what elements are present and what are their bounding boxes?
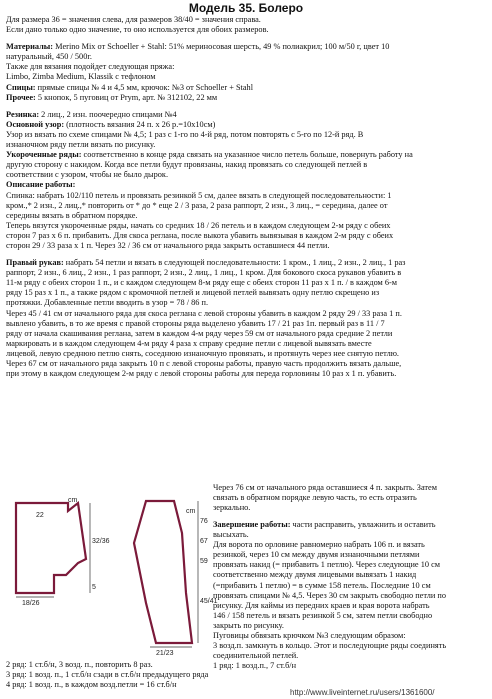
finishing-line: 3 возд.п. замкнуть в кольцо. Этот и последующие ряды соединять bbox=[213, 641, 447, 651]
dim-label: 5 bbox=[92, 584, 96, 591]
intro-line: Для размера 36 = значения слева, для размеров 38/40 = значения справа. bbox=[6, 15, 261, 24]
finishing-line: резинкой, через 10 см между двумя изнаночными петлями bbox=[213, 550, 420, 560]
back-line: сторон 29 / 33 раза х 1 п. Через 32 / 36 см от начального ряда закрыть оставшиеся 44 петли. bbox=[6, 240, 330, 250]
pattern-schematic bbox=[6, 493, 218, 657]
sleeve-line: ряду от начала скашивания реглана, затем в каждом 4-м ряду через 59 см от начального ряда средние 2 петли bbox=[6, 328, 393, 338]
pattern-line bbox=[6, 120, 486, 130]
sleeve-line: 11-м ряду с обеих сторон 1 п., и с каждом следующем 8-м ряду еще с обеих сторон 11 раз х 1 п. / в каждом 6-м bbox=[6, 278, 398, 288]
intro-line: Если дано только одно значение, то оно используется для обоих размеров. bbox=[6, 25, 269, 35]
sleeve-text: набрать 54 петли и вязать в следующей последовательности: 1 кром., 1 лиц., 2 изн., 2 лиц., 1 раз bbox=[63, 258, 406, 268]
page-title: Модель 35. Болеро bbox=[188, 1, 304, 15]
bottom-line: 4 ряд: 1 возд. п., в каждом возд.петли = 16 ст.б/н bbox=[6, 680, 177, 690]
finishing-line: (=прибавить 1 петлю) = в сумме 158 петель. Последние 10 см bbox=[213, 580, 431, 590]
finishing-line: рисунку. Для каймы из передних краев и края ворота набрать bbox=[213, 600, 430, 610]
sleeve-line: маркировать и в каждом следующем 4-м ряду 4 раза х справу средние петли с лицевой вывязать вместе bbox=[6, 338, 372, 348]
tools-label: Спицы: bbox=[6, 82, 36, 92]
sleeve-line bbox=[6, 258, 486, 268]
sleeve-line: раппорт, 2 изн., 6 лиц., 2 изн., 1 раз раппорт, 2 изн., 2 лиц., 1 лиц., 1 кром. Для бокового скоса рукавов убавить в bbox=[6, 268, 402, 278]
finishing-label: Завершение работы: bbox=[213, 520, 291, 529]
sleeve-line: при этому в каждом следующем 2-м ряду с левой стороны работы для переда горловины 10 раз х 1 п. убавить. bbox=[6, 369, 397, 379]
bottom-line: 3 ряд: 1 возд. п., 1 ст.б/н сзади в ст.б/н предыдущего ряда bbox=[6, 670, 209, 680]
sleeve-line: протяжки. Добавленные петли вводить в узор = 78 / 86 п. bbox=[6, 298, 209, 308]
back-line: Спинка: набрать 102/110 петель и провязать резинкой 5 см, далее вязать в следующей последовательности: 1 bbox=[6, 190, 392, 200]
tools-line bbox=[6, 83, 486, 93]
dim-label: 67 bbox=[200, 538, 208, 545]
finishing-line: 146 / 158 петель и вязать резинкой 5 см, затем петли свободно bbox=[213, 610, 433, 620]
back-piece-outline bbox=[16, 503, 86, 593]
short-rows-line: соответствии с узором, чтобы не было дырок. bbox=[6, 170, 169, 180]
other-text: 5 кнопок, 5 пуговиц от Prym, арт. № 312102, 22 мм bbox=[35, 92, 218, 102]
finishing-line: соответственно между двумя лицевыми вывязать 1 накид bbox=[213, 570, 417, 580]
dim-label: 76 bbox=[200, 518, 208, 525]
sleeve-continuation bbox=[213, 483, 485, 513]
dim-label: 22 bbox=[36, 512, 44, 519]
rib-line bbox=[6, 110, 486, 120]
pattern-label: Основной узор: bbox=[6, 119, 65, 129]
sleeve-line: Через 45 / 41 см от начального ряда для скоса реглана с левой стороны убавить в каждом 2 ряду 29 / 33 раза 1 п. bbox=[6, 308, 402, 318]
back-line: сторон 7 раз х 6 п. прибавить. Для скоса реглана, после выкота убавить вывязывая в каждом 2-м ряду с обеих bbox=[6, 230, 394, 240]
sleeve-label: Правый рукав: bbox=[6, 258, 64, 268]
finishing-line: Пуговицы обвязать крючком №3 следующим образом: bbox=[213, 631, 406, 641]
materials-line bbox=[6, 42, 486, 52]
back-line: кром.,* 2 изн., 2 лиц.,* повторить от * до * еще 2 / 3 раза, 2 раза раппорт, 2 изн., 3 лиц., = середина, далее от bbox=[6, 200, 388, 210]
dim-label: 32/36 bbox=[92, 538, 110, 545]
finishing-line: закрыть по рисунку. bbox=[213, 620, 284, 630]
finishing-line: 1 ряд: 1 возд.п., 7 ст.б/н bbox=[213, 661, 297, 671]
continuation-line: связать в обратном порядке левую часть, то есть отразить bbox=[213, 493, 417, 503]
tools-text: прямые спицы № 4 и 4,5 мм, крючок: №3 от Schoeller + Stahl bbox=[35, 82, 253, 92]
finishing-line: высыхать. bbox=[213, 530, 249, 540]
pattern-line: Узор из вязать по схеме спицами № 4,5; 1 раз с 1-го по 4-й ряд, потом повторять с 5-го по 12-й ряд. В bbox=[6, 129, 364, 139]
source-url-watermark: http://www.liveinternet.ru/users/1361600/ bbox=[290, 688, 435, 697]
continuation-line: зеркально. bbox=[213, 503, 251, 513]
bottom-line: 2 ряд: 1 ст.б/н, 3 возд. п., повторить 8 раз. bbox=[6, 660, 153, 669]
finishing-line: провязать спицами № 4,5. Через 30 см закрыть свободно петли по bbox=[213, 590, 446, 600]
dim-label: 59 bbox=[200, 558, 208, 565]
continuation-line: Через 76 см от начального ряда оставшиеся 4 п. закрыть. Затем bbox=[213, 483, 437, 492]
dim-label: 45/41 bbox=[200, 598, 218, 605]
finishing-line: соединительной петлей. bbox=[213, 651, 299, 661]
short-rows-line bbox=[6, 150, 486, 160]
finishing-block bbox=[213, 520, 485, 671]
materials-line: Limbo, Zimba Medium, Klassik с тефлоном bbox=[6, 72, 156, 82]
other-label: Прочее: bbox=[6, 92, 36, 102]
other-line bbox=[6, 93, 486, 103]
short-rows-label: Укороченные ряды: bbox=[6, 150, 82, 160]
materials-label: Материалы: bbox=[6, 42, 54, 52]
short-rows-text: соответственно в конце ряда связать на указанное число петель больше, повернуть работу на bbox=[81, 150, 413, 160]
finishing-line: Для ворота по орловине равномерно набрать 106 п. и вязать bbox=[213, 540, 425, 550]
materials-line: натуральный, 450 / 500г. bbox=[6, 52, 92, 62]
pattern-text: (плотность вязания 24 п. х 26 р.=10х10см) bbox=[64, 119, 216, 129]
back-line: Теперь вязутся укороченные ряды, начать со средних 18 / 26 петель и в каждом следующем 2-м ряду с обеих bbox=[6, 220, 391, 230]
rib-text: 2 лиц., 2 изн. поочередно спицами №4 bbox=[39, 109, 177, 119]
short-rows-line: другую сторону с накидом. Когда все петли будут провязаны, накид провязать со следующей петлей в bbox=[6, 160, 368, 170]
sleeve-line: лицевой, левую среднюю петлю снять, соседнюю изнаночную провязать, и протянуть через нее снятую петлю. bbox=[6, 348, 400, 358]
dim-label: cm bbox=[68, 497, 78, 504]
back-line: середины вязать в обратном порядке. bbox=[6, 210, 138, 220]
dim-label: 21/23 bbox=[156, 650, 174, 657]
finishing-line bbox=[213, 520, 485, 530]
work-desc-heading: Описание работы: bbox=[6, 180, 76, 190]
main-text bbox=[6, 15, 486, 379]
pattern-line: изнаночном ряду петли вязать по рисунку. bbox=[6, 140, 156, 150]
sleeve-line: ряду 15 раз х 1 п., а также рядом с кромочной петлей и лицевой петлей вывязать одну петлю скрещено из bbox=[6, 288, 380, 298]
sleeve-line: Через 67 см от начального ряда закрыть 10 п с левой стороны работы, правую часть продолжить вязать дальше, bbox=[6, 359, 402, 368]
sleeve-line: вывлено убавить, в то же время с правой стороны рядa выделено убавить 17 / 21 раз 1п. первый раз в 11 / 7 bbox=[6, 318, 385, 328]
rib-label: Резинка: bbox=[6, 109, 40, 119]
sleeve-piece-outline bbox=[134, 501, 192, 643]
dim-label: 18/26 bbox=[22, 600, 40, 607]
dim-label: cm bbox=[186, 508, 196, 515]
materials-line: Также для вязания подойдет следующая пряжа: bbox=[6, 62, 175, 72]
finishing-line: провязать накид (= прибавить 1 петлю). Через следующие 10 см bbox=[213, 560, 440, 570]
bottom-text bbox=[6, 660, 256, 690]
finishing-text: части расправить, увлажнить и оставить bbox=[290, 520, 436, 529]
materials-text: Merino Mix от Schoeller + Stahl: 51% мериносовая шерсть, 49 % полиакрил; 100 м/50 г, цвет 10 bbox=[53, 42, 390, 52]
